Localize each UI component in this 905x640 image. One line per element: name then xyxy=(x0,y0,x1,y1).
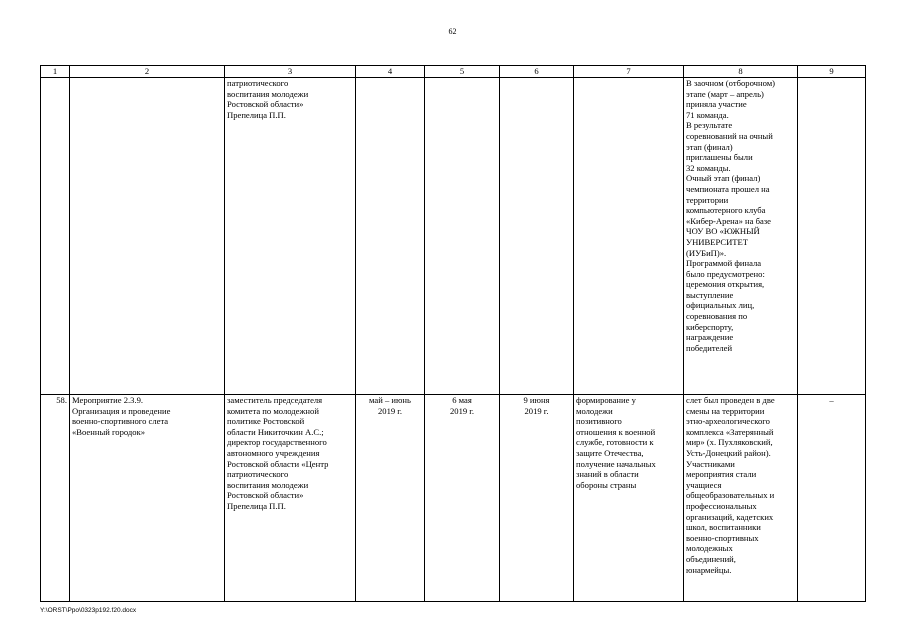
responsible-person: заместитель председателя комитета по молодежной политике Ростовской области Никиточкин А.С.; директор государственного автономного учреждения Ростовской области «Центр патриотического воспитания молодежи Ростовской области» Препелица П.П. xyxy=(225,395,356,602)
expected-result xyxy=(574,78,684,395)
expected-result: формирование у молодежи позитивного отношения к военной службе, готовности к защите Отечества, получение начальных знаний в области обороны страны xyxy=(574,395,684,602)
column-header: 6 xyxy=(500,66,574,78)
row-number: 58. xyxy=(41,395,70,602)
planned-period: май – июнь 2019 г. xyxy=(356,395,425,602)
actual-end: 9 июня 2019 г. xyxy=(500,395,574,602)
column-header: 3 xyxy=(225,66,356,78)
column-header: 2 xyxy=(70,66,225,78)
note: – xyxy=(798,395,866,602)
column-header: 7 xyxy=(574,66,684,78)
column-header: 5 xyxy=(425,66,500,78)
event-name xyxy=(70,78,225,395)
planned-period xyxy=(356,78,425,395)
note xyxy=(798,78,866,395)
header-row xyxy=(41,66,866,78)
report-table xyxy=(40,65,866,602)
column-header: 1 xyxy=(41,66,70,78)
column-header: 9 xyxy=(798,66,866,78)
actual-result: слет был проведен в две смены на территории этно-археологического комплекса «Затерянный мир» (х. Пухляковский, Усть-Донецкий район). Участниками мероприятия стали учащиеся общеобразовательных и профессиональных организаций, кадетских школ, воспитанники военно-спортивных молодежных объединений, юнармейцы. xyxy=(684,395,798,602)
actual-start xyxy=(425,78,500,395)
actual-end xyxy=(500,78,574,395)
responsible-person: патриотического воспитания молодежи Ростовской области» Препелица П.П. xyxy=(225,78,356,395)
file-path-footer: Y:\ORST\Ppo\0323p192.f20.docx xyxy=(40,607,137,614)
column-header: 8 xyxy=(684,66,798,78)
table-row xyxy=(41,395,866,602)
column-header: 4 xyxy=(356,66,425,78)
page-number: 62 xyxy=(448,27,457,36)
row-number xyxy=(41,78,70,395)
actual-result: В заочном (отборочном) этапе (март – апрель) приняла участие 71 команда. В результате соревнований на очный этап (финал) приглашены были 32 команды. Очный этап (финал) чемпионата прошел на территории компьютерного клуба «Кибер-Арена» на базе ЧОУ ВО «ЮЖНЫЙ УНИВЕРСИТЕТ (ИУБиП)». Программой финала было предусмотрено: церемония открытия, выступление официальных лиц, соревнования по киберспорту, награждение победителей xyxy=(684,78,798,395)
table-row xyxy=(41,78,866,395)
actual-start: 6 мая 2019 г. xyxy=(425,395,500,602)
event-name: Мероприятие 2.3.9. Организация и проведение военно-спортивного слета «Военный городок» xyxy=(70,395,225,602)
